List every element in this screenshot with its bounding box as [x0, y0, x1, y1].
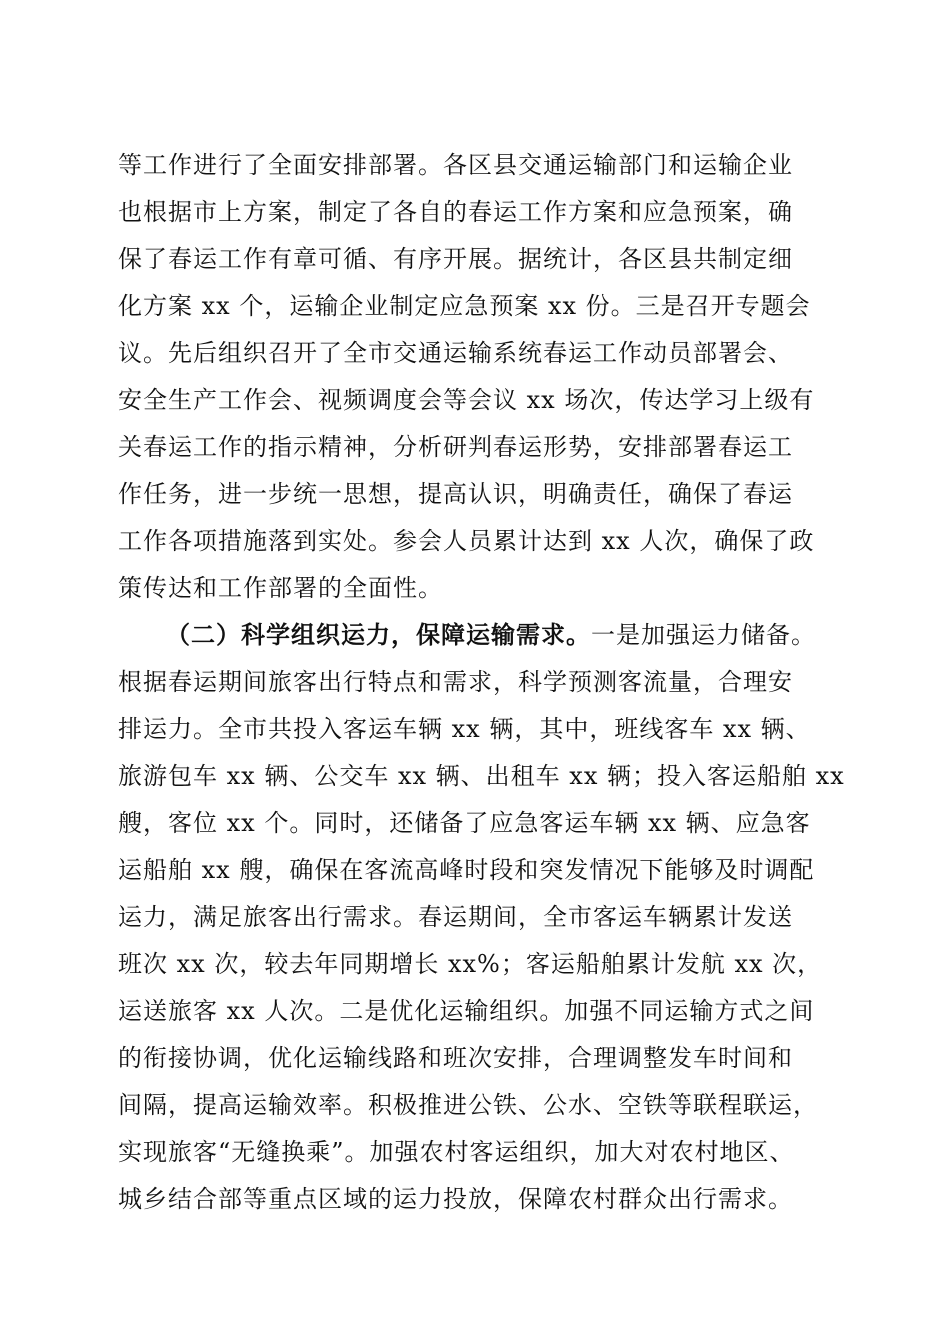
paragraph-1-line-5: 议。先后组织召开了全市交通运输系统春运工作动员部署会、: [118, 339, 793, 367]
paragraph-2-line-13: 城乡结合部等重点区域的运力投放，保障农村群众出行需求。: [118, 1185, 793, 1213]
paragraph-1-line-1: 等工作进行了全面安排部署。各区县交通运输部门和运输企业: [118, 151, 793, 179]
paragraph-1-line-8: 作任务，进一步统一思想，提高认识，明确责任，确保了春运: [118, 480, 793, 508]
paragraph-2-line-8: 班次 xx 次，较去年同期增长 xx%；客运船舶累计发航 xx 次，: [118, 950, 823, 978]
paragraph-1-line-7: 关春运工作的指示精神，分析研判春运形势，安排部署春运工: [118, 433, 793, 461]
paragraph-2-line-9: 运送旅客 xx 人次。二是优化运输组织。加强不同运输方式之间: [118, 997, 815, 1025]
section-heading: （二）科学组织运力，保障运输需求。: [166, 620, 591, 649]
paragraph-2-line-4: 旅游包车 xx 辆、公交车 xx 辆、出租车 xx 辆；投入客运船舶 xx: [118, 762, 845, 790]
paragraph-1-line-4: 化方案 xx 个，运输企业制定应急预案 xx 份。三是召开专题会: [118, 292, 811, 320]
paragraph-1-line-6: 安全生产工作会、视频调度会等会议 xx 场次，传达学习上级有: [118, 386, 815, 414]
paragraph-1-line-2: 也根据市上方案，制定了各自的春运工作方案和应急预案，确: [118, 198, 793, 226]
paragraph-2-line-2: 根据春运期间旅客出行特点和需求，科学预测客流量，合理安: [118, 668, 793, 696]
paragraph-2-lead: 一是加强运力储备。: [591, 621, 816, 649]
paragraph-1-line-9: 工作各项措施落到实处。参会人员累计达到 xx 人次，确保了政: [118, 527, 815, 555]
paragraph-1-line-3: 保了春运工作有章可循、有序开展。据统计，各区县共制定细: [118, 245, 793, 273]
paragraph-2-line-7: 运力，满足旅客出行需求。春运期间，全市客运车辆累计发送: [118, 903, 793, 931]
paragraph-2-line-12: 实现旅客“无缝换乘”。加强农村客运组织，加大对农村地区、: [118, 1138, 795, 1166]
paragraph-1-line-10: 策传达和工作部署的全面性。: [118, 574, 443, 602]
paragraph-2-line-5: 艘，客位 xx 个。同时，还储备了应急客运车辆 xx 辆、应急客: [118, 809, 811, 837]
paragraph-2-line-3: 排运力。全市共投入客运车辆 xx 辆，其中，班线客车 xx 辆、: [118, 715, 811, 743]
paragraph-2-line-10: 的衔接协调，优化运输线路和班次安排，合理调整发车时间和: [118, 1044, 793, 1072]
paragraph-2-line-11: 间隔，提高运输效率。积极推进公铁、公水、空铁等联程联运，: [118, 1091, 818, 1119]
paragraph-2-line-1: [166, 612, 886, 658]
paragraph-2-line-6: 运船舶 xx 艘，确保在客流高峰时段和突发情况下能够及时调配: [118, 856, 815, 884]
